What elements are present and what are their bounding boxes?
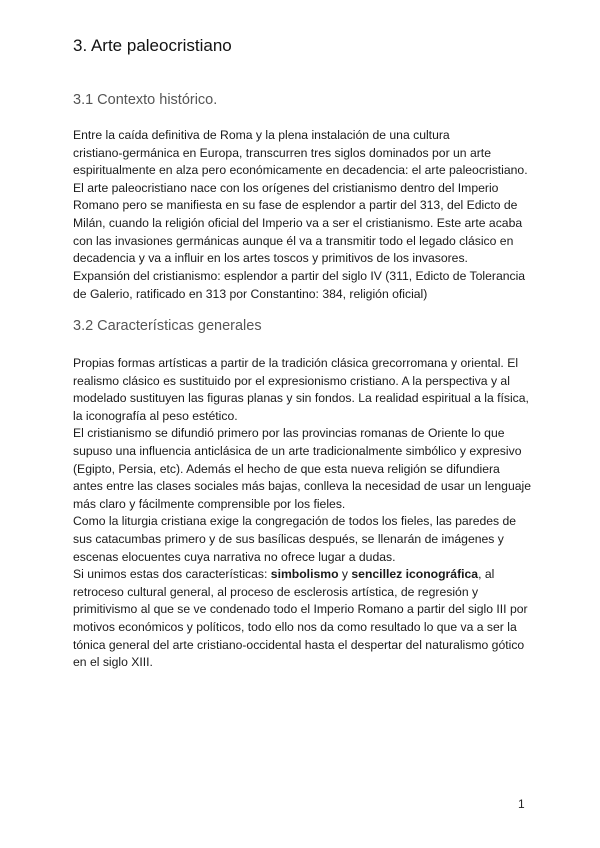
contexto-paragraph [73, 127, 533, 268]
text-line: primitivismo al que se ve condenado todo el Imperio Romano a partir del siglo III por [73, 602, 528, 617]
text-line: con las invasiones germánicas aunque él va a transmitir todo el legado clásico en [73, 233, 514, 248]
page-number: 1 [518, 797, 525, 811]
text-line: en el siglo XIII. [73, 655, 153, 670]
text-line: tónica general del arte cristiano-occidental hasta el despertar del naturalismo gótico [73, 637, 525, 652]
text-line: de Galerio, ratificado en 313 por Constantino: 384, religión oficial) [73, 286, 428, 301]
text-line: motivos económicos y políticos, todo ello nos da como resultado lo que va a ser la [73, 619, 517, 634]
text-line: Entre la caída definitiva de Roma y la plena instalación de una cultura [73, 128, 450, 142]
text-line: cristiano-germánica en Europa, transcurren tres siglos dominados por un arte [73, 145, 491, 160]
bold-term-sencillez: sencillez iconográfica [351, 567, 479, 582]
text-line: más claro y fácilmente comprensible por los fieles. [73, 496, 346, 511]
section-heading-contexto: 3.1 Contexto histórico. [73, 92, 218, 108]
page-title: 3. Arte paleocristiano [73, 36, 232, 55]
text-line: Romano pero se manifiesta en su fase de esplendor a partir del 313, del Edicto de [73, 198, 518, 213]
text-line: supuso una influencia anticlásica de un arte tradicionalmente simbólico y expresivo [73, 443, 522, 458]
text-span: Si unimos estas dos características: [73, 567, 271, 582]
text-line: modelado sustituyen las figuras planas y sin fondos. La realidad espiritual a la física, [73, 391, 529, 406]
text-line: Expansión del cristianismo: esplendor a partir del siglo IV (311, Edicto de Tolerancia [73, 269, 526, 283]
text-line: retroceso cultural general, al proceso de esclerosis artística, de regresión y [73, 584, 479, 599]
text-line: El arte paleocristiano nace con los orígenes del cristianismo dentro del Imperio [73, 180, 499, 195]
text-line: decadencia y va a influir en los artes toscos y primitivos de los invasores. [73, 251, 468, 266]
text-span: , al [478, 567, 495, 582]
expansion-paragraph [73, 268, 533, 303]
text-line-mixed [73, 566, 533, 584]
text-line: Propias formas artísticas a partir de la tradición clásica grecorromana y oriental. El [73, 356, 519, 370]
text-line: Como la liturgia cristiana exige la congregación de todos los fieles, las paredes de [73, 514, 517, 529]
bold-term-simbolismo: simbolismo [270, 567, 339, 582]
text-line: realismo clásico es sustituido por el expresionismo cristiano. A la perspectiva y al [73, 373, 510, 388]
text-line: (Egipto, Persia, etc). Además el hecho de que esta nueva religión se difundiera [73, 461, 500, 476]
text-line: antes entre las clases sociales más bajas, conlleva la necesidad de usar un lenguaje [73, 479, 531, 494]
text-line: escenas elocuentes cuya narrativa no ofrece lugar a dudas. [73, 549, 396, 564]
text-line: El cristianismo se difundió primero por las provincias romanas de Oriente lo que [73, 426, 505, 441]
text-line: espiritualmente en alza pero económicamente en decadencia: el arte paleocristiano. [73, 163, 528, 178]
caracteristicas-paragraph [73, 355, 533, 672]
text-line: Milán, cuando la religión oficial del Imperio va a ser el cristianismo. Este arte acaba [73, 215, 523, 230]
text-line: sus catacumbas primero y de sus basílicas después, se llenarán de imágenes y [73, 531, 504, 546]
text-line: la iconografía al peso estético. [73, 408, 238, 423]
text-span: y [338, 567, 352, 582]
section-heading-caracteristicas: 3.2 Características generales [73, 318, 262, 334]
